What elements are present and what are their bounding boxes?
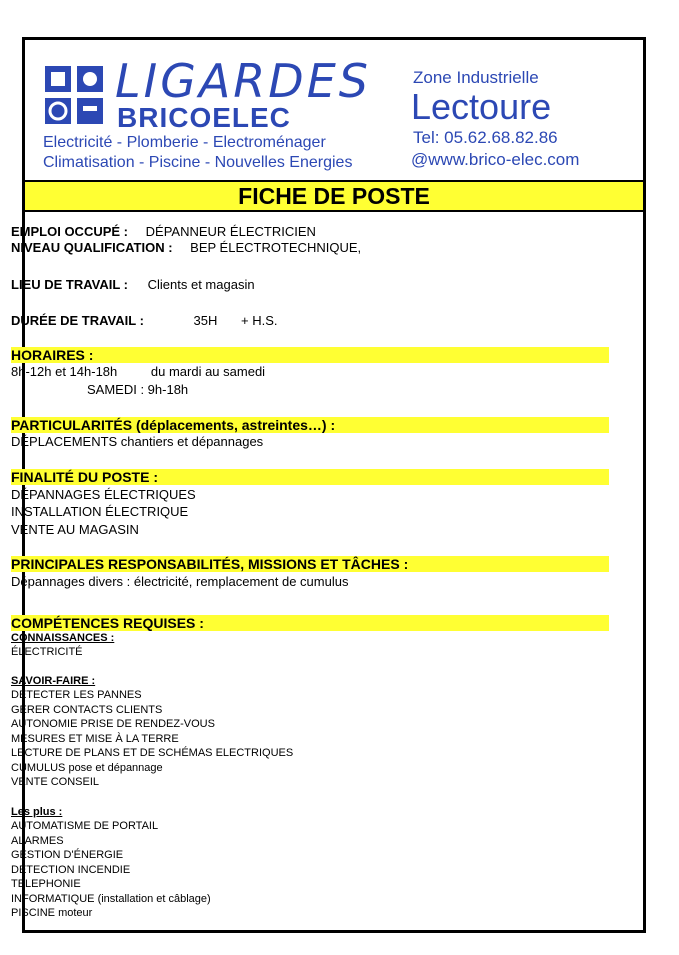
emploi-row xyxy=(11,224,316,239)
duree-hours: 35H xyxy=(193,313,218,328)
les-plus-item: ALARMES xyxy=(11,835,64,847)
horaires-line-2: SAMEDI : 9h-18h xyxy=(87,382,189,397)
finalite-item: DÉPANNAGES ÉLECTRIQUES xyxy=(11,487,196,502)
tagline-1: Electricité - Plomberie - Electroménager xyxy=(43,134,326,151)
phone-number: Tel: 05.62.68.82.86 xyxy=(413,128,558,147)
niveau-row xyxy=(11,240,361,255)
website-link[interactable] xyxy=(411,150,579,170)
website-text: www.brico-elec.com xyxy=(428,150,580,169)
tagline-2: Climatisation - Piscine - Nouvelles Energies xyxy=(43,154,353,171)
particularites-text: DÉPLACEMENTS chantiers et dépannages xyxy=(11,434,264,449)
responsabilites-text: Dépannages divers : électricité, remplacement de cumulus xyxy=(11,574,349,589)
lieu-value: Clients et magasin xyxy=(147,277,255,292)
horaires-days: du mardi au samedi xyxy=(150,364,266,379)
emploi-label: EMPLOI OCCUPÉ : xyxy=(11,224,129,239)
duree-extra: + H.S. xyxy=(241,313,278,328)
les-plus-item: INFORMATIQUE (installation et câblage) xyxy=(11,893,211,905)
niveau-label: NIVEAU QUALIFICATION : xyxy=(11,240,173,255)
finalite-item: INSTALLATION ÉLECTRIQUE xyxy=(11,504,189,519)
savoir-faire-item: MESURES ET MISE À LA TERRE xyxy=(11,733,179,745)
responsabilites-heading: PRINCIPALES RESPONSABILITÉS, MISSIONS ET TÂCHES : xyxy=(11,556,609,572)
company-logo-icons xyxy=(43,64,105,126)
niveau-value: BEP ÉLECTROTECHNIQUE, xyxy=(190,240,362,255)
document-title-bar xyxy=(25,180,643,212)
address-city: Lectoure xyxy=(411,86,552,127)
les-plus-item: AUTOMATISME DE PORTAIL xyxy=(11,820,159,832)
les-plus-label: Les plus : xyxy=(11,806,63,818)
connaissances-label: CONNAISSANCES : xyxy=(11,632,115,644)
lieu-label: LIEU DE TRAVAIL : xyxy=(11,277,128,292)
savoir-faire-label: SAVOIR-FAIRE : xyxy=(11,675,96,687)
horaires-heading: HORAIRES : xyxy=(11,347,609,363)
finalite-heading: FINALITÉ DU POSTE : xyxy=(11,469,609,485)
particularites-heading: PARTICULARITÉS (déplacements, astreintes…) : xyxy=(11,417,609,433)
savoir-faire-item: CUMULUS pose et dépannage xyxy=(11,762,163,774)
les-plus-item: GESTION D'ÉNERGIE xyxy=(11,849,124,861)
duree-row xyxy=(11,313,278,328)
address-zone: Zone Industrielle xyxy=(413,68,539,87)
les-plus-item: TELEPHONIE xyxy=(11,878,81,890)
horaires-line-1 xyxy=(11,364,265,379)
savoir-faire-item: GÉRER CONTACTS CLIENTS xyxy=(11,704,163,716)
lieu-row xyxy=(11,277,255,292)
connaissances-item: ÉLECTRICITÉ xyxy=(11,646,83,658)
company-header xyxy=(25,40,643,180)
document-frame xyxy=(22,37,646,933)
les-plus-item: PISCINE moteur xyxy=(11,907,93,919)
savoir-faire-item: AUTONOMIE PRISE DE RENDEZ-VOUS xyxy=(11,718,215,730)
savoir-faire-item: LECTURE DE PLANS ET DE SCHÉMAS ELECTRIQUES xyxy=(11,747,294,759)
finalite-item: VENTE AU MAGASIN xyxy=(11,522,139,537)
brand-name: LIGARDES xyxy=(115,54,371,108)
competences-heading: COMPÉTENCES REQUISES : xyxy=(11,615,609,631)
document-title: FICHE DE POSTE xyxy=(238,183,430,209)
les-plus-item: DÉTECTION INCENDIE xyxy=(11,864,131,876)
duree-label: DURÉE DE TRAVAIL : xyxy=(11,313,144,328)
brand-subname: BRICOELEC xyxy=(117,102,291,133)
emploi-value: DÉPANNEUR ÉLECTRICIEN xyxy=(145,224,316,239)
at-icon: @ xyxy=(411,150,429,169)
savoir-faire-item: DÉTECTER LES PANNES xyxy=(11,689,142,701)
savoir-faire-item: VENTE CONSEIL xyxy=(11,776,100,788)
horaires-time: 8h-12h et 14h-18h xyxy=(11,364,118,379)
